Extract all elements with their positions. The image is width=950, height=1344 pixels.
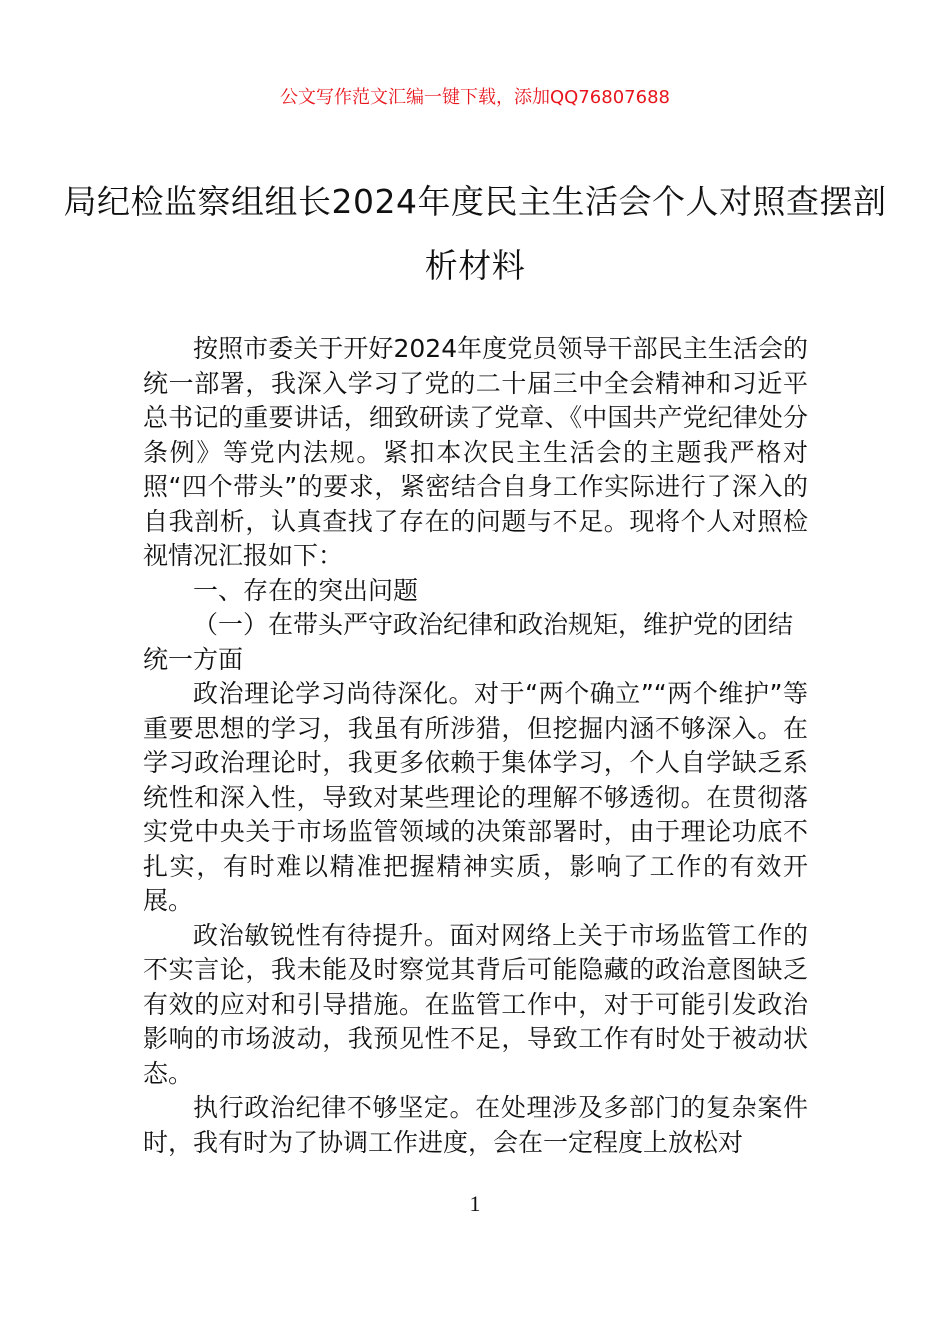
section-heading: 一、存在的突出问题 xyxy=(193,575,419,605)
body-paragraph: 执行政治纪律不够坚定。在处理涉及多部门的复杂案件时，我有时为了协调工作进度，会在一定程度上放松对 xyxy=(143,1093,808,1157)
document-body xyxy=(143,332,808,1160)
body-paragraph: 政治理论学习尚待深化。对于“两个确立”“两个维护”等重要思想的学习，我虽有所涉猎，但挖掘内涵不够深入。在学习政治理论时，我更多依赖于集体学习，个人自学缺乏系统性和深入性，导致对某些理论的理解不够透彻。在贯彻落实党中央关于市场监管领域的决策部署时，由于理论功底不扎实，有时难以精准把握精神实质，影响了工作的有效开展。 xyxy=(143,679,808,915)
body-paragraph: 政治敏锐性有待提升。面对网络上关于市场监管工作的不实言论，我未能及时察觉其背后可能隐藏的政治意图缺乏有效的应对和引导措施。在监管工作中，对于可能引发政治影响的市场波动，我预见性不足，导致工作有时处于被动状态。 xyxy=(143,920,808,1088)
subsection-heading: （一）在带头严守政治纪律和政治规矩，维护党的团结统一方面 xyxy=(143,610,794,674)
page-number: 1 xyxy=(469,1191,481,1216)
download-promo-note: 公文写作范文汇编一键下载，添加QQ76807688 xyxy=(280,87,670,108)
document-title: 局纪检监察组组长2024年度民主生活会个人对照查摆剖析材料 xyxy=(63,182,887,285)
intro-paragraph: 按照市委关于开好2024年度党员领导干部民主生活会的统一部署，我深入学习了党的二十届三中全会精神和习近平总书记的重要讲话，细致研读了党章、《中国共产党纪律处分条例》等党内法规。紧扣本次民主生活会的主题我严格对照“四个带头”的要求，紧密结合自身工作实际进行了深入的自我剖析，认真查找了存在的问题与不足。现将个人对照检视情况汇报如下： xyxy=(143,334,808,570)
